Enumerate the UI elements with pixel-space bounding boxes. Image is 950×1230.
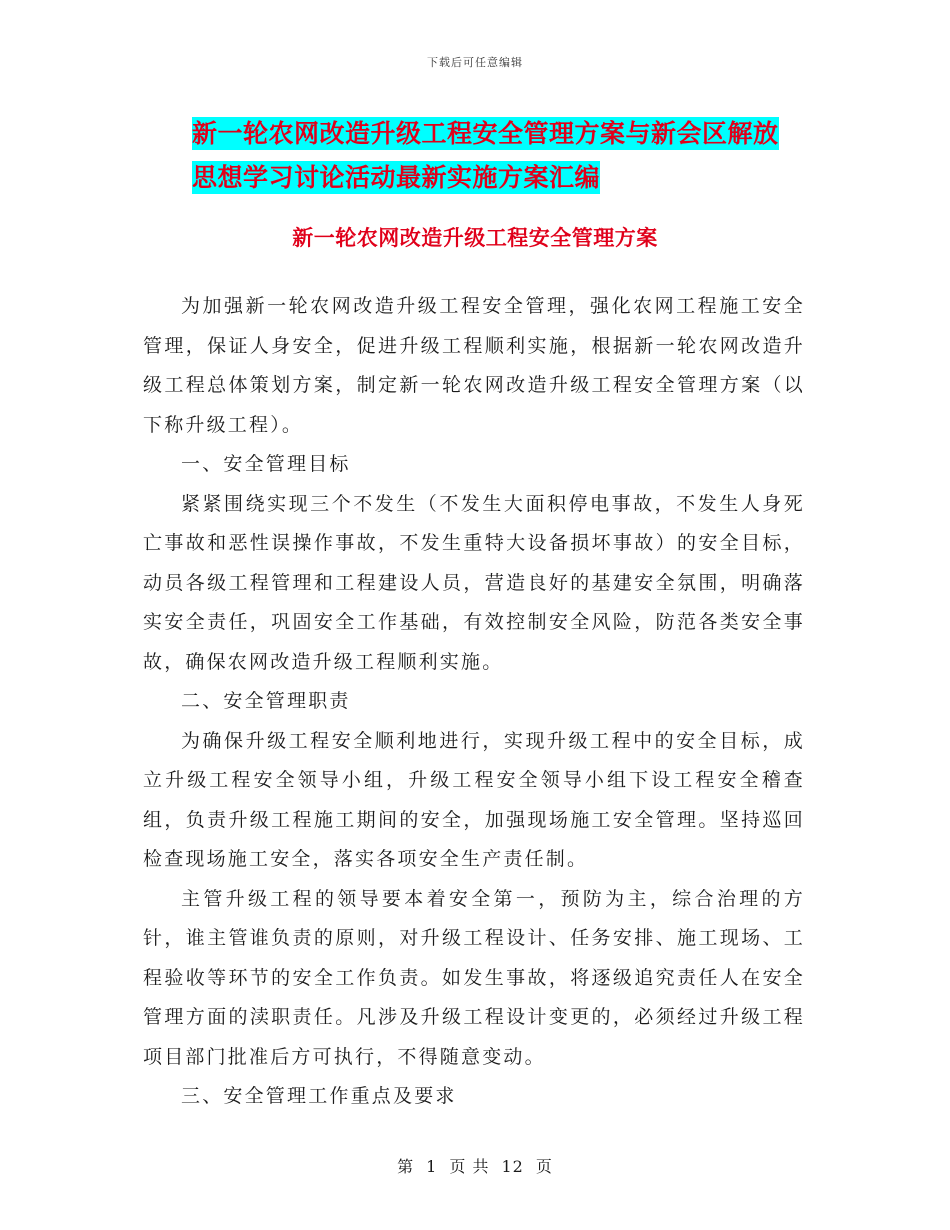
header-note: 下载后可任意编辑	[427, 56, 523, 69]
paragraph-safety-goal: 紧紧围绕实现三个不发生（不发生大面积停电事故，不发生人身死亡事故和恶性误操作事故，不发生重特大设备损坏事故）的安全目标，动员各级工程管理和工程建设人员，营造良好的基建安全氛围，明确落实安全责任，巩固安全工作基础，有效控制安全风险，防范各类安全事故，确保农网改造升级工程顺利实施。	[143, 492, 805, 673]
title-line-1	[192, 112, 812, 156]
footer-suffix: 页	[535, 1157, 553, 1176]
title-line-1-text: 新一轮农网改造升级工程安全管理方案与新会区解放	[192, 119, 779, 148]
footer-total-pages: 12	[501, 1157, 524, 1176]
title-line-2-text: 思想学习讨论活动最新实施方案汇编	[192, 163, 601, 192]
heading-key-points: 三、安全管理工作重点及要求	[181, 1085, 457, 1107]
heading-safety-duties: 二、安全管理职责	[181, 690, 351, 712]
document-title	[192, 112, 812, 200]
section-title: 新一轮农网改造升级工程安全管理方案	[292, 225, 658, 250]
footer-middle: 页 共	[449, 1157, 490, 1176]
document-body	[143, 287, 805, 1117]
page-footer	[0, 1154, 950, 1177]
footer-prefix: 第	[397, 1157, 415, 1176]
title-line-2	[120, 156, 812, 200]
paragraph-leadership: 主管升级工程的领导要本着安全第一，预防为主，综合治理的方针，谁主管谁负责的原则，对升级工程设计、任务安排、施工现场、工程验收等环节的安全工作负责。如发生事故，将逐级追究责任人在安全管理方面的渎职责任。凡涉及升级工程设计变更的，必须经过升级工程项目部门批准后方可执行，不得随意变动。	[143, 887, 805, 1068]
footer-page-number: 1	[426, 1157, 438, 1176]
heading-safety-goal: 一、安全管理目标	[181, 453, 351, 475]
paragraph-safety-duties: 为确保升级工程安全顺利地进行，实现升级工程中的安全目标，成立升级工程安全领导小组，升级工程安全领导小组下设工程安全稽查组，负责升级工程施工期间的安全，加强现场施工安全管理。坚持巡回检查现场施工安全，落实各项安全生产责任制。	[143, 729, 805, 870]
paragraph-intro: 为加强新一轮农网改造升级工程安全管理，强化农网工程施工安全管理，保证人身安全，促进升级工程顺利实施，根据新一轮农网改造升级工程总体策划方案，制定新一轮农网改造升级工程安全管理方案（以下称升级工程）。	[143, 295, 805, 436]
